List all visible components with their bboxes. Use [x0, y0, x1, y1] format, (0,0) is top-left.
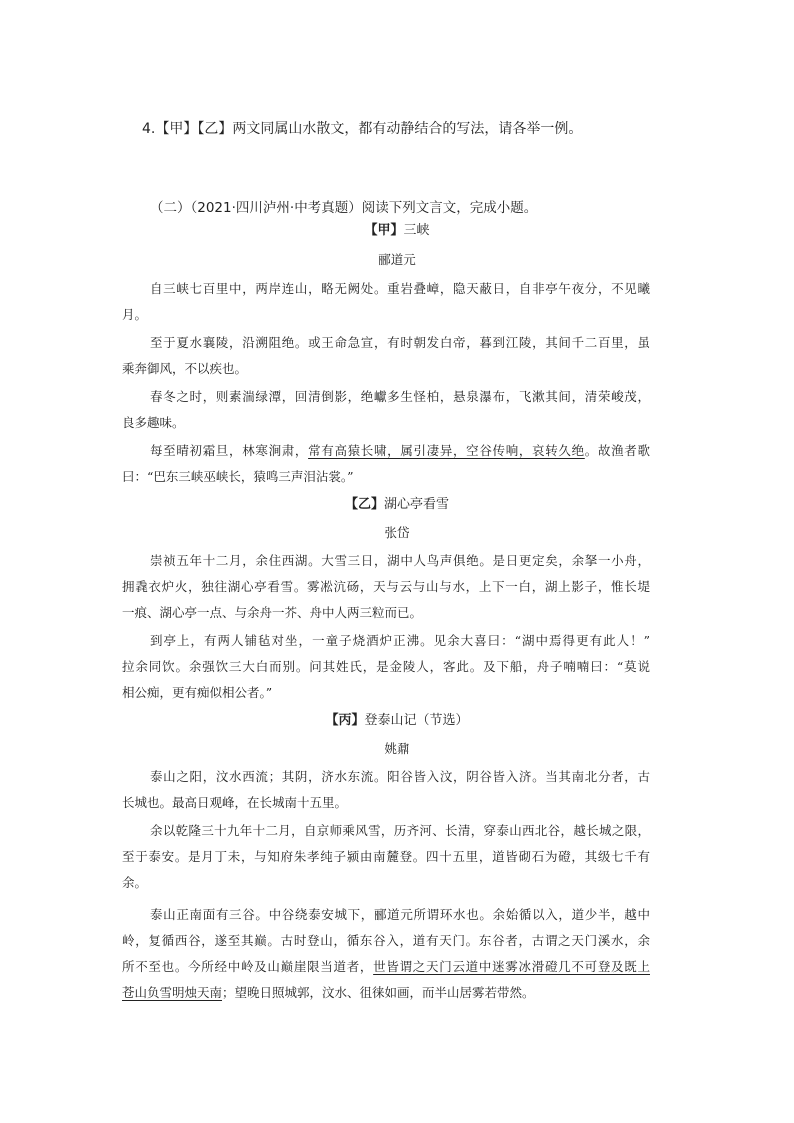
question-4: 4.【甲】【乙】两文同属山水散文，都有动静结合的写法，请各举一例。 [142, 121, 583, 137]
bing-p1-line2: 长城也。最高日观峰，在长城南十五里。 [122, 795, 348, 810]
bing-p3-line4 [122, 984, 650, 1002]
bing-p3-line3 [122, 958, 650, 976]
bing-p3-line3-start: 所不至也。今所经中岭及山巅崖限当道者， [122, 959, 374, 974]
section-2-heading: （二）（2021·四川泸州·中考真题）阅读下列文言文，完成小题。 [150, 200, 538, 216]
yi-p1-line3: 一痕、湖心亭一点、与余舟一芥、舟中人两三粒而已。 [122, 605, 423, 620]
jia-p2-line2: 乘奔御风，不以疾也。 [122, 361, 248, 376]
jia-title-text: 三峡 [403, 223, 430, 238]
bing-title-bracket: 【丙】 [325, 713, 365, 728]
bing-title-text: 登泰山记（节选） [364, 713, 469, 728]
bing-title [0, 712, 794, 730]
yi-p2-line2: 拉余同饮。余强饮三大白而别。问其姓氏，是金陵人，客此。及下船，舟子喃喃曰：“莫说 [122, 659, 650, 674]
jia-p2-line1: 至于夏水襄陵，沿溯阻绝。或王命急宣，有时朝发白帝，暮到江陵，其间千二百里，虽 [150, 335, 650, 350]
bing-p2-line2: 至于泰安。是月丁未，与知府朱孝纯子颍由南麓登。四十五里，道皆砌石为磴，其级七千有 [122, 849, 650, 864]
bing-p2-line1: 余以乾隆三十九年十二月，自京师乘风雪，历齐河、长清，穿泰山西北谷，越长城之限， [150, 823, 650, 838]
jia-p3-line1: 春冬之时，则素湍绿潭，回清倒影，绝巘多生怪柏，悬泉瀑布，飞漱其间，清荣峻茂， [150, 389, 650, 404]
yi-title-text: 湖心亭看雪 [384, 497, 450, 512]
jia-p4-line1-end: 。故渔者歌 [584, 443, 650, 458]
bing-p3-line1: 泰山正南面有三谷。中谷绕泰安城下，郦道元所谓环水也。余始循以入，道少半，越中 [150, 907, 650, 922]
yi-p1-line2: 拥毳衣炉火，独往湖心亭看雪。雾凇沆砀，天与云与山与水，上下一白，湖上影子，惟长堤 [122, 579, 650, 594]
bing-p3-underlined-sentence-part2: 苍山负雪明烛天南 [122, 985, 223, 1000]
bing-p1-line1: 泰山之阳，汶水西流；其阴，济水东流。阳谷皆入汶，阴谷皆入济。当其南北分者，古 [150, 769, 650, 784]
bing-p2-line3: 余。 [122, 875, 148, 890]
jia-author: 郦道元 [378, 252, 416, 267]
yi-p1-line1: 崇祯五年十二月，余住西湖。大雪三日，湖中人鸟声俱绝。是日更定矣，余拏一小舟， [150, 553, 650, 568]
jia-title-bracket: 【甲】 [364, 223, 404, 238]
bing-p3-underlined-sentence-part1: 世皆谓之天门云道中迷雾冰滑磴几不可登及既上 [373, 959, 650, 974]
jia-p1-line2: 月。 [122, 307, 148, 322]
jia-p4-line1 [150, 442, 650, 460]
jia-p3-line2: 良多趣味。 [122, 415, 185, 430]
yi-author: 张岱 [384, 525, 410, 540]
jia-p4-line1-start: 每至晴初霜旦，林寒涧肃， [150, 443, 309, 458]
bing-p3-line2: 岭，复循西谷，遂至其巅。古时登山，循东谷入，道有天门。东谷者，古谓之天门溪水，余 [122, 933, 650, 948]
yi-p2-line1: 到亭上，有两人铺毡对坐，一童子烧酒炉正沸。见余大喜曰：“湖中焉得更有此人！” [150, 633, 650, 648]
yi-title-bracket: 【乙】 [344, 497, 384, 512]
bing-author: 姚鼐 [384, 741, 410, 756]
jia-p4-underlined-sentence: 常有高猿长啸，属引凄异，空谷传响，哀转久绝 [308, 443, 585, 458]
jia-title [0, 222, 794, 240]
jia-p1-line1: 自三峡七百里中，两岸连山，略无阙处。重岩叠嶂，隐天蔽日，自非亭午夜分，不见曦 [150, 281, 650, 296]
jia-p4-line2: 曰：“巴东三峡巫峡长，猿鸣三声泪沾裳。” [122, 469, 354, 484]
yi-p2-line3: 相公痴，更有痴似相公者。” [122, 685, 273, 700]
yi-title [0, 496, 794, 514]
bing-p3-line4-end: ；望晚日照城郭，汶水、徂徕如画，而半山居雾若带然。 [222, 985, 535, 1000]
